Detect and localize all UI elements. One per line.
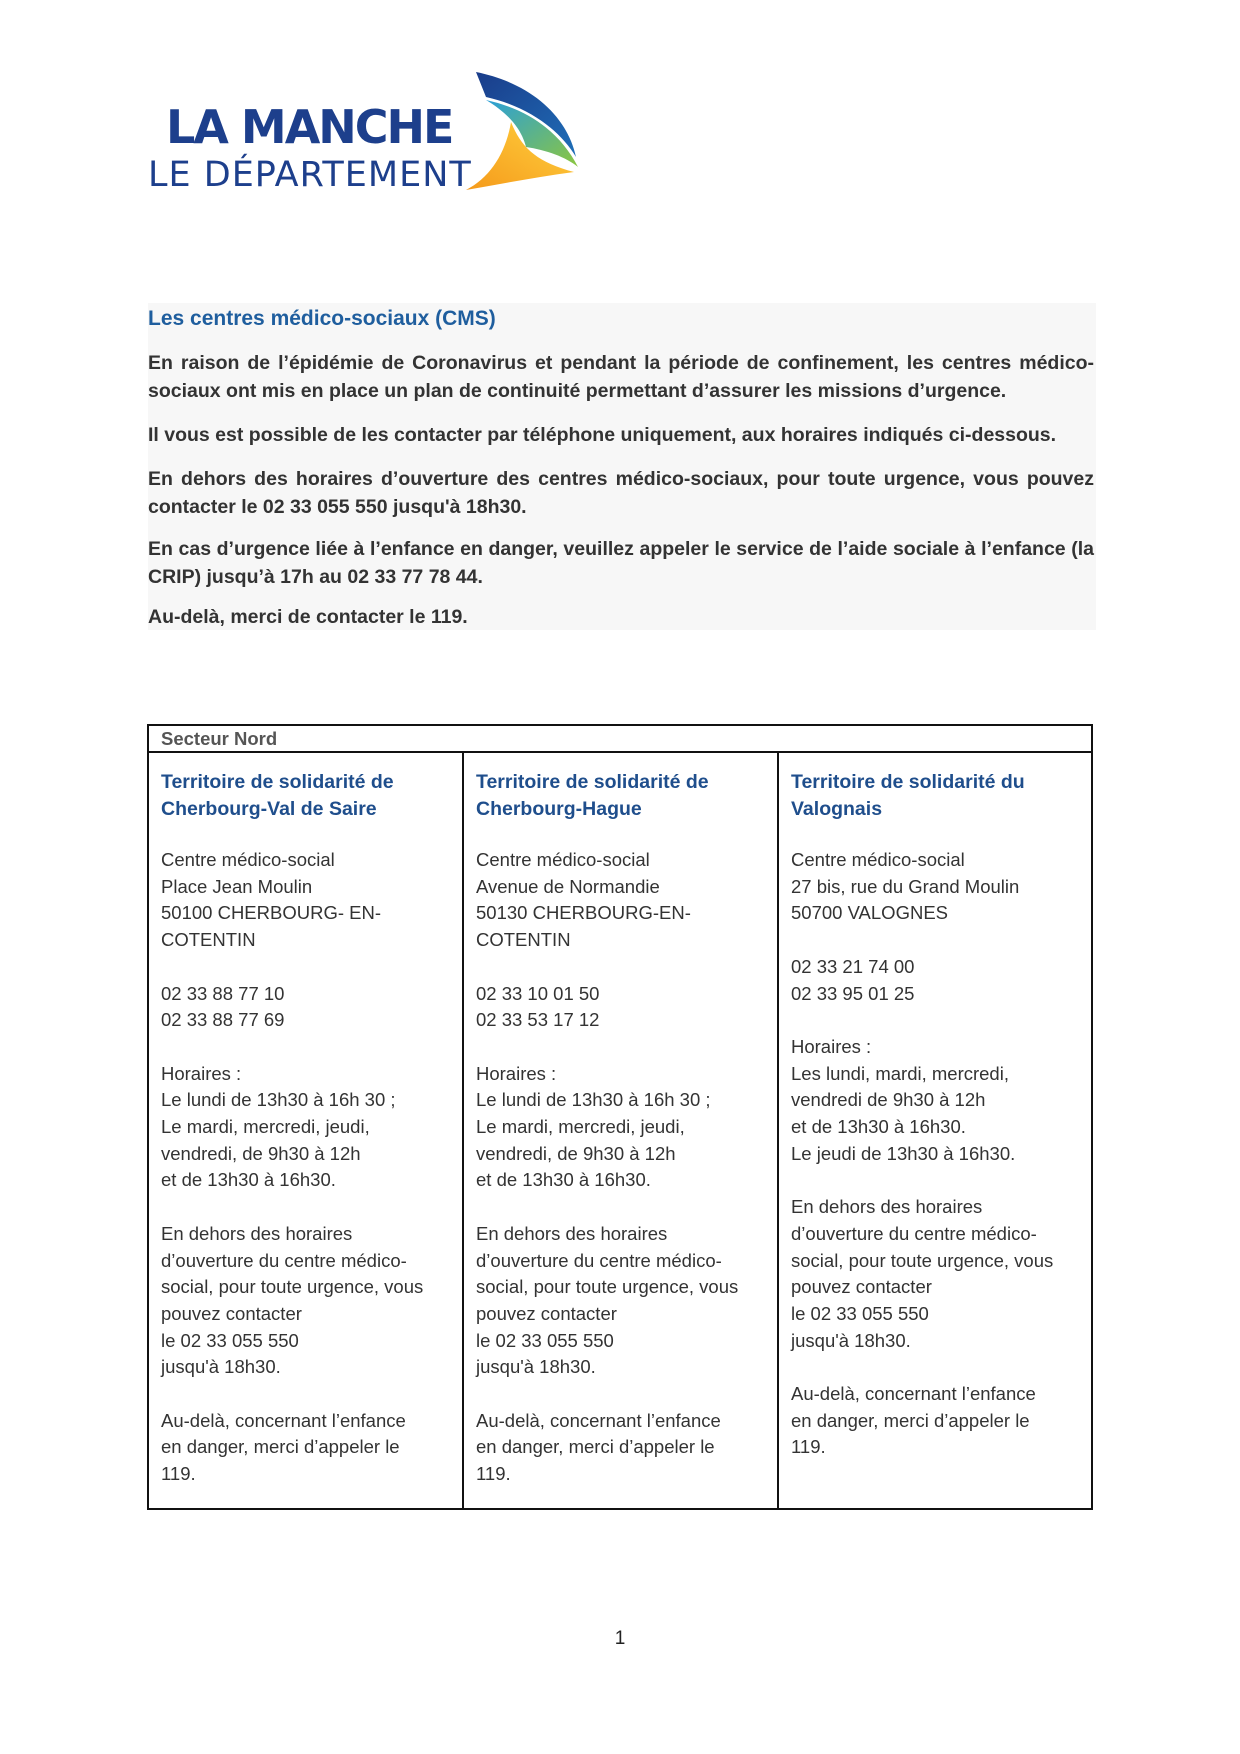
column-text-line: COTENTIN: [161, 929, 256, 951]
logo-emblem-icon: [466, 72, 596, 197]
column-text-line: Au-delà, concernant l’enfance: [161, 1409, 406, 1431]
line-gap: [791, 1167, 1089, 1194]
line-gap: [791, 927, 1089, 954]
logo-line-2: LE DÉPARTEMENT: [148, 155, 472, 195]
column-text-line: le 02 33 055 550: [161, 1329, 299, 1351]
column-text-line: jusqu'à 18h30.: [161, 1356, 281, 1378]
column-text-line: 02 33 88 77 10: [161, 982, 285, 1004]
column-body: [791, 847, 1089, 1461]
column-title: [791, 769, 1025, 823]
column-title-line: Territoire de solidarité de: [161, 771, 394, 793]
column-text-line: et de 13h30 à 16h30.: [476, 1169, 651, 1191]
column-text-line: Au-delà, concernant l’enfance: [791, 1383, 1036, 1404]
column-text-line: Horaires :: [791, 1035, 872, 1057]
table-column-cherbourg-val-de-saire: [149, 753, 464, 1508]
column-text-line: Les lundi, mardi, mercredi,: [791, 1062, 1009, 1084]
column-title: [476, 769, 709, 823]
column-text-line: social, pour toute urgence, vous: [161, 1276, 424, 1298]
column-text-line: vendredi de 9h30 à 12h: [791, 1089, 986, 1111]
cms-table: [147, 724, 1093, 1510]
column-text-line: Avenue de Normandie: [476, 875, 660, 897]
logo-line-1: LA MANCHE: [166, 100, 453, 154]
column-text-line: vendredi, de 9h30 à 12h: [161, 1142, 361, 1164]
column-body: [476, 847, 774, 1488]
column-text-line: Horaires :: [476, 1062, 557, 1084]
column-text-line: le 02 33 055 550: [476, 1329, 614, 1351]
column-title-line: Cherbourg-Val de Saire: [161, 798, 377, 820]
column-title-line: Territoire de solidarité du: [791, 771, 1025, 793]
column-text-line: d’ouverture du centre médico-: [161, 1249, 407, 1271]
column-text-line: Le mardi, mercredi, jeudi,: [161, 1116, 370, 1137]
table-column-cherbourg-hague: [464, 753, 779, 1508]
line-gap: [476, 1194, 774, 1221]
column-text-line: 02 33 88 77 69: [161, 1009, 285, 1031]
column-text-line: pouvez contacter: [161, 1302, 302, 1324]
column-text-line: d’ouverture du centre médico-: [476, 1249, 722, 1271]
table-header: [149, 726, 1091, 753]
line-gap: [476, 1034, 774, 1061]
intro-paragraph-2: Il vous est possible de les contacter par téléphone uniquement, aux horaires indiqués ci-dessous.: [148, 424, 1057, 446]
column-text-line: jusqu'à 18h30.: [791, 1329, 911, 1351]
column-text-line: 02 33 21 74 00: [791, 955, 915, 977]
column-text-line: Au-delà, concernant l’enfance: [476, 1409, 721, 1431]
column-text-line: Centre médico-social: [476, 849, 650, 870]
intro-paragraph-1: En raison de l’épidémie de Coronavirus et pendant la période de confinement, les centres médico-sociaux ont mis en place un plan de continuité permettant d’assurer les missions d’urgence.: [148, 352, 1094, 402]
column-title-line: Territoire de solidarité de: [476, 771, 709, 793]
column-text-line: Centre médico-social: [161, 849, 335, 870]
column-text-line: 119.: [791, 1436, 826, 1458]
line-gap: [791, 1007, 1089, 1034]
line-gap: [476, 1381, 774, 1408]
column-text-line: Place Jean Moulin: [161, 875, 313, 897]
column-title-line: Valognais: [791, 798, 883, 820]
sector-label: Secteur Nord: [161, 728, 278, 749]
line-gap: [791, 1354, 1089, 1381]
intro-paragraph-4: En cas d’urgence liée à l’enfance en danger, veuillez appeler le service de l’aide sociale à l’enfance (la CRIP) jusqu’à 17h au 02 33 77 78 44.: [148, 538, 1094, 588]
column-text-line: 119.: [161, 1463, 196, 1485]
line-gap: [161, 1381, 459, 1408]
column-text-line: En dehors des horaires: [791, 1196, 983, 1218]
department-logo: [148, 72, 598, 197]
column-text-line: en danger, merci d’appeler le: [791, 1409, 1030, 1431]
column-text-line: Le jeudi de 13h30 à 16h30.: [791, 1142, 1016, 1164]
column-text-line: social, pour toute urgence, vous: [476, 1276, 739, 1298]
column-text-line: 50100 CHERBOURG- EN-: [161, 902, 382, 924]
column-body: [161, 847, 459, 1488]
column-text-line: Le lundi de 13h30 à 16h 30 ;: [161, 1089, 396, 1111]
section-title: Les centres médico-sociaux (CMS): [148, 307, 496, 330]
column-text-line: Centre médico-social: [791, 849, 965, 870]
page-number: 1: [614, 1628, 626, 1649]
column-text-line: 50130 CHERBOURG-EN-: [476, 902, 691, 924]
column-text-line: social, pour toute urgence, vous: [791, 1249, 1054, 1271]
column-text-line: Horaires :: [161, 1062, 242, 1084]
column-text-line: 50700 VALOGNES: [791, 902, 948, 924]
column-text-line: pouvez contacter: [791, 1276, 932, 1298]
line-gap: [476, 954, 774, 981]
column-title-line: Cherbourg-Hague: [476, 798, 642, 820]
column-text-line: et de 13h30 à 16h30.: [791, 1116, 966, 1137]
column-text-line: pouvez contacter: [476, 1302, 617, 1324]
column-text-line: 02 33 53 17 12: [476, 1009, 600, 1031]
column-text-line: d’ouverture du centre médico-: [791, 1222, 1037, 1244]
column-text-line: le 02 33 055 550: [791, 1302, 929, 1324]
intro-paragraph-5: Au-delà, merci de contacter le 119.: [148, 606, 468, 628]
column-text-line: en danger, merci d’appeler le: [476, 1436, 715, 1458]
column-text-line: En dehors des horaires: [161, 1222, 353, 1244]
column-text-line: 02 33 10 01 50: [476, 982, 600, 1004]
column-text-line: Le lundi de 13h30 à 16h 30 ;: [476, 1089, 711, 1111]
table-column-valognais: [779, 753, 1093, 1508]
column-text-line: et de 13h30 à 16h30.: [161, 1169, 336, 1191]
column-text-line: 02 33 95 01 25: [791, 982, 915, 1004]
line-gap: [161, 1194, 459, 1221]
column-text-line: en danger, merci d’appeler le: [161, 1436, 400, 1458]
intro-paragraph-3: En dehors des horaires d’ouverture des centres médico-sociaux, pour toute urgence, vous pouvez contacter le 02 33 055 550 jusqu'à 18h30.: [148, 468, 1094, 518]
column-text-line: 119.: [476, 1463, 511, 1485]
column-text-line: jusqu'à 18h30.: [476, 1356, 596, 1378]
column-text-line: En dehors des horaires: [476, 1222, 668, 1244]
column-text-line: vendredi, de 9h30 à 12h: [476, 1142, 676, 1164]
column-text-line: 27 bis, rue du Grand Moulin: [791, 875, 1020, 897]
column-title: [161, 769, 394, 823]
column-text-line: Le mardi, mercredi, jeudi,: [476, 1116, 685, 1137]
line-gap: [161, 1034, 459, 1061]
intro-section: [148, 303, 1096, 630]
column-text-line: COTENTIN: [476, 929, 571, 951]
line-gap: [161, 954, 459, 981]
